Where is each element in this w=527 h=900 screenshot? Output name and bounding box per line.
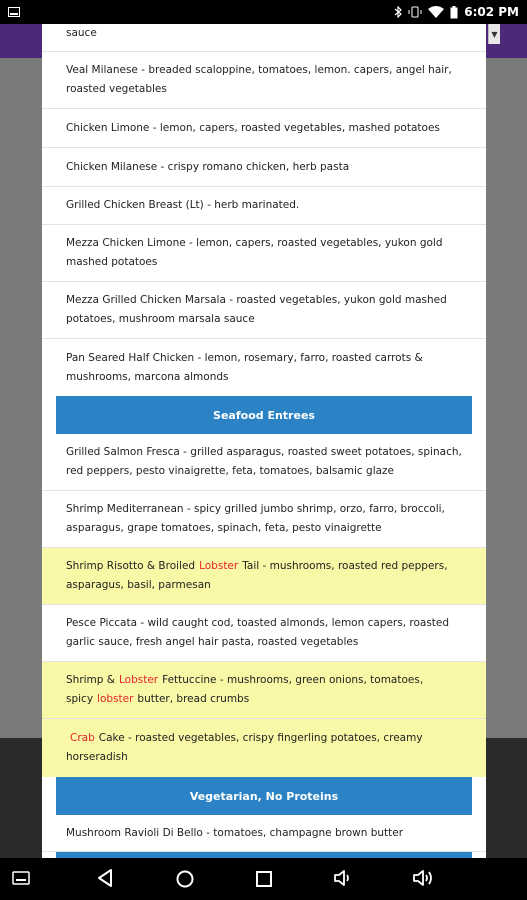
volume-up-icon[interactable] [412,868,436,888]
list-item[interactable]: Mushroom Ravioli Di Bello - tomatoes, champagne brown butter [42,815,486,852]
section-header-seafood: Seafood Entrees [56,396,472,434]
list-item[interactable]: Chicken Milanese - crispy romano chicken, herb pasta [42,148,486,187]
list-item-highlighted[interactable]: Shrimp Risotto & Broiled Lobster Tail - mushrooms, roasted red peppers, asparagus, basil, parmesan [42,548,486,605]
back-icon[interactable] [96,868,114,888]
wifi-icon [428,6,444,18]
list-item[interactable]: Veal Milanese - breaded scaloppine, tomatoes, lemon. capers, angel hair, roasted vegetables [42,52,486,109]
home-icon[interactable] [175,869,195,889]
bluetooth-icon [394,6,402,18]
screenshot-icon [8,7,20,17]
volume-down-icon[interactable] [333,868,355,888]
list-item-highlighted[interactable]: Crab Cake - roasted vegetables, crispy fingerling potatoes, creamy horseradish [42,719,486,777]
highlight-word: lobster [97,693,134,705]
status-bar [0,0,527,24]
list-item-highlighted[interactable]: Shrimp & Lobster Fettuccine - mushrooms, green onions, tomatoes, spicy lobster butter, bread crumbs [42,662,486,719]
menu-list[interactable] [42,24,486,858]
recent-apps-icon[interactable] [255,870,273,888]
keyboard-icon[interactable] [12,871,30,885]
list-item[interactable]: Chicken Limone - lemon, capers, roasted vegetables, mashed potatoes [42,109,486,148]
highlight-word: Lobster [118,674,159,686]
dropdown-arrow-icon[interactable]: ▼ [488,24,500,44]
list-item[interactable]: sauce [42,24,486,52]
battery-icon [450,6,458,19]
menu-dialog [42,24,486,858]
list-item[interactable]: Pesce Piccata - wild caught cod, toasted almonds, lemon capers, roasted garlic sauce, fresh angel hair pasta, roasted vegetables [42,605,486,662]
list-item[interactable]: Mezza Chicken Limone - lemon, capers, roasted vegetables, yukon gold mashed potatoes [42,225,486,282]
highlight-word: Lobster [199,560,239,572]
status-clock: 6:02 PM [464,5,519,19]
list-item[interactable]: Shrimp Mediterranean - spicy grilled jumbo shrimp, orzo, farro, broccoli, asparagus, grape tomatoes, spinach, feta, pesto vinaigrette [42,491,486,548]
section-header-vegetarian: Vegetarian, No Proteins [56,777,472,815]
navigation-bar [0,858,527,900]
highlight-word: Crab [70,732,95,744]
list-item[interactable]: Mezza Grilled Chicken Marsala - roasted vegetables, yukon gold mashed potatoes, mushroom marsala sauce [42,282,486,339]
list-item[interactable]: Pan Seared Half Chicken - lemon, rosemary, farro, roasted carrots & mushrooms, marcona almonds [66,351,423,383]
vibrate-icon [408,6,422,18]
list-item[interactable]: Grilled Salmon Fresca - grilled asparagus, roasted sweet potatoes, spinach, red peppers, pesto vinaigrette, feta, tomatoes, balsamic glaze [42,434,486,491]
list-item[interactable]: Grilled Chicken Breast (Lt) - herb marinated. [42,187,486,225]
